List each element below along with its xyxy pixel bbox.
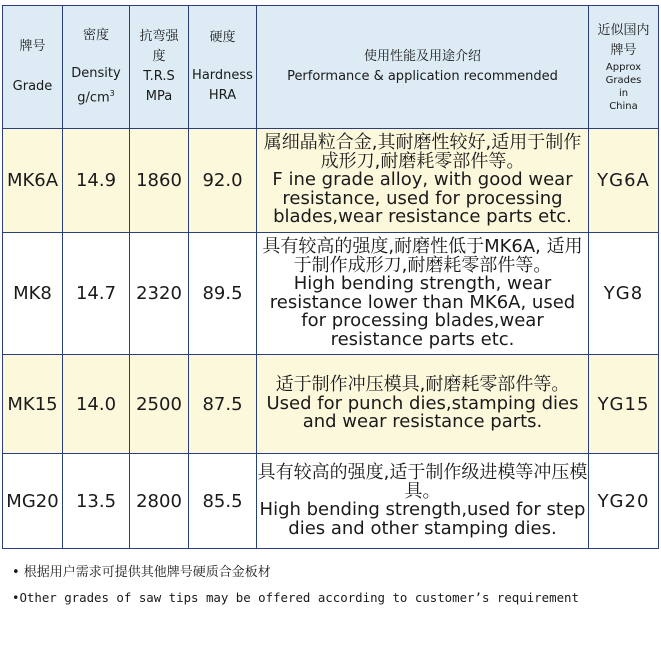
density-cell: 14.7 [63,233,130,355]
header-approx [589,6,659,129]
approx-grade-cell: YG6A [589,129,659,233]
header-approx-en3: in [618,88,629,99]
performance-zh: 适于制作冲压模具,耐磨耗零部件等。 [275,374,570,396]
header-trs-zh1: 抗弯强 [139,29,179,44]
header-approx-en4: China [609,101,638,112]
header-approx-en1: Approx [605,62,642,73]
header-performance-en: Performance & application recommended [287,69,558,84]
density-cell: 14.9 [63,129,130,233]
note-chinese: • 根据用户需求可提供其他牌号硬质合金板材 [12,565,271,580]
approx-grade-cell: YG8 [589,233,659,355]
header-density [63,6,130,129]
header-grade [3,6,63,129]
performance-cell [257,129,589,233]
note-english: •Other grades of saw tips may be offered according to customer’s requirement [12,590,579,605]
header-approx-en2: Grades [605,75,642,86]
performance-cell [257,355,589,454]
performance-en: Used for punch dies,stamping dies and wear resistance parts. [266,392,579,433]
header-density-en: Density [71,65,121,81]
performance-en: High bending strength,used for step dies and other stamping dies. [259,499,586,539]
header-grade-en: Grade [12,79,53,94]
grade-cell: MK15 [3,355,63,454]
performance-en: F ine grade alloy, with good wear resistance, used for processing blades,wear resistance parts etc. [272,169,573,228]
header-trs-en: T.R.S [143,69,175,84]
performance-cell [257,454,589,549]
grade-cell: MG20 [3,454,63,549]
table-row [3,454,659,549]
table-row [3,233,659,355]
header-hardness-zh: 硬度 [209,30,236,45]
table-row [3,129,659,233]
header-density-zh: 密度 [82,27,109,43]
header-approx-zh1: 近似国内 [597,23,650,38]
header-performance-zh: 使用性能及用途介绍 [363,49,481,64]
header-approx-zh2: 牌号 [610,43,637,58]
performance-en: High bending strength, wear resistance lower than MK6A, used for processing blades,wear resistance parts etc. [269,273,576,350]
grade-cell: MK8 [3,233,63,355]
trs-cell: 1860 [130,129,189,233]
density-cell: 14.0 [63,355,130,454]
header-grade-zh: 牌号 [19,39,46,54]
header-trs-unit: MPa [145,89,173,104]
trs-cell: 2800 [130,454,189,549]
trs-cell: 2320 [130,233,189,355]
header-hardness [189,6,257,129]
header-trs [130,6,189,129]
approx-grade-cell: YG15 [589,355,659,454]
trs-cell: 2500 [130,355,189,454]
performance-zh: 属细晶粒合金,其耐磨性较好,适用于制作成形刀,耐磨耗零部件等。 [263,132,582,172]
header-density-unit: $g/cm^3$ [77,88,115,106]
performance-zh: 具有较高的强度,耐磨性低于MK6A, 适用于制作成形刀,耐磨耗零部件等。 [262,236,583,276]
table-row [3,355,659,454]
performance-zh: 具有较高的强度,适于制作级进模等冲压模具。 [257,462,588,502]
header-hardness-unit: HRA [208,88,237,103]
grade-cell: MK6A [3,129,63,233]
hardness-cell: 89.5 [189,233,257,355]
grades-table [2,5,659,549]
header-row [3,6,659,129]
header-performance [257,6,589,129]
approx-grade-cell: YG20 [589,454,659,549]
hardness-cell: 92.0 [189,129,257,233]
performance-cell [257,233,589,355]
density-cell: 13.5 [63,454,130,549]
header-trs-zh2: 度 [152,49,166,64]
hardness-cell: 85.5 [189,454,257,549]
hardness-cell: 87.5 [189,355,257,454]
header-hardness-en: Hardness [192,68,253,83]
